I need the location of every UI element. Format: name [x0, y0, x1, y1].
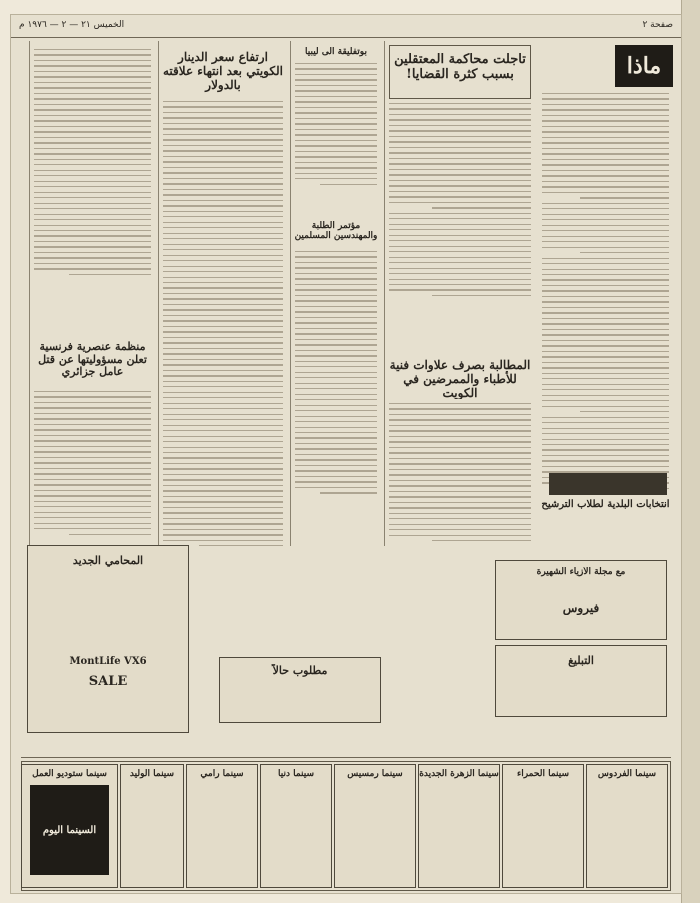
cinema-5	[260, 764, 332, 888]
column-3-text-lower	[295, 251, 377, 498]
cinema-2-name: سينما الحمراء	[516, 769, 569, 779]
ad-hotel	[219, 657, 381, 723]
ad-sale: SALE	[88, 674, 128, 689]
column-1	[538, 41, 673, 546]
cinema-4-name: سينما رمسيس	[347, 769, 403, 779]
column-5	[29, 41, 155, 546]
cinema-6-name: سينما رامي	[200, 769, 244, 779]
cinema-banner-text: السينما اليوم	[42, 825, 97, 836]
ad-schedule-title: التبليغ	[568, 654, 594, 667]
page-label: صفحة ٢	[642, 20, 673, 30]
cinema-listings	[21, 761, 671, 891]
cinema-7-name: سينما الوليد	[129, 769, 175, 779]
newspaper-page	[10, 14, 682, 894]
cinema-6	[186, 764, 258, 888]
cinema-1-name: سينما الفردوس	[597, 769, 657, 779]
cinema-2	[502, 764, 584, 888]
column-4	[158, 41, 287, 546]
ad-subscription-title: مع مجلة الأزياء الشهيرة	[536, 567, 626, 577]
cinema-8-name: سينما ستوديو العمل	[32, 769, 107, 779]
date-line: الخميس ٢١ — ٢ — ١٩٧٦ م	[19, 20, 125, 30]
column-2	[384, 41, 535, 546]
column-4-text	[163, 101, 283, 546]
ad-jobs-title: المحامي الجديد	[72, 554, 144, 567]
ad-hotel-title: مطلوب حالاً	[272, 664, 328, 677]
headline-dinar: ارتفاع سعر الدينار الكويتي بعد انتهاء علاقته بالدولار	[163, 51, 283, 92]
ad-schedule	[495, 645, 667, 717]
ad-subscription	[495, 560, 667, 640]
column-3	[290, 41, 381, 546]
column-1-text	[542, 93, 669, 493]
headline-libya: بوتفليقة الى ليبيا	[305, 47, 367, 57]
cinema-3-name: سينما الزهرة الجديدة	[419, 769, 499, 779]
headline-kuwait-sport: انتخابات البلدية لطلاب الترشيح	[541, 499, 670, 510]
ad-jobs	[27, 545, 189, 733]
page-header	[11, 15, 681, 38]
column-6	[12, 41, 26, 546]
cinema-7	[120, 764, 184, 888]
ad-dress-title: فيروس	[562, 601, 600, 615]
headline-kuwait-trial: تأجلت محاكمة المعتقلين بسبب كثرة القضايا!	[394, 53, 526, 82]
page-edge	[681, 0, 700, 903]
cinema-4	[334, 764, 416, 888]
column-2-text	[389, 103, 531, 300]
headline-demand: المطالبة بصرف علاوات فنية للأطباء والممرضين في الكويت	[389, 359, 531, 399]
column-5-text	[34, 49, 151, 279]
column-3-text	[295, 63, 377, 189]
cinema-3	[418, 764, 500, 888]
headline-algeria-org: منظمة عنصرية فرنسية تعلن مسؤوليتها عن قتل عامل جزائري	[38, 341, 147, 379]
ad-monte-carlo: MontLife VX6	[69, 656, 147, 667]
cinema-1	[586, 764, 668, 888]
logo-text: ماذا	[626, 53, 662, 79]
column-5-text-lower	[34, 391, 151, 539]
cinema-8	[21, 764, 118, 888]
column-2-text-lower	[389, 403, 531, 546]
cinema-5-name: سينما دنيا	[277, 769, 315, 779]
headline-conference: مؤتمر الطلبة والمهندسين المسلمين	[294, 221, 378, 242]
cinema-strip-rule	[21, 757, 671, 758]
column-1-photo-caption-block	[549, 473, 667, 495]
